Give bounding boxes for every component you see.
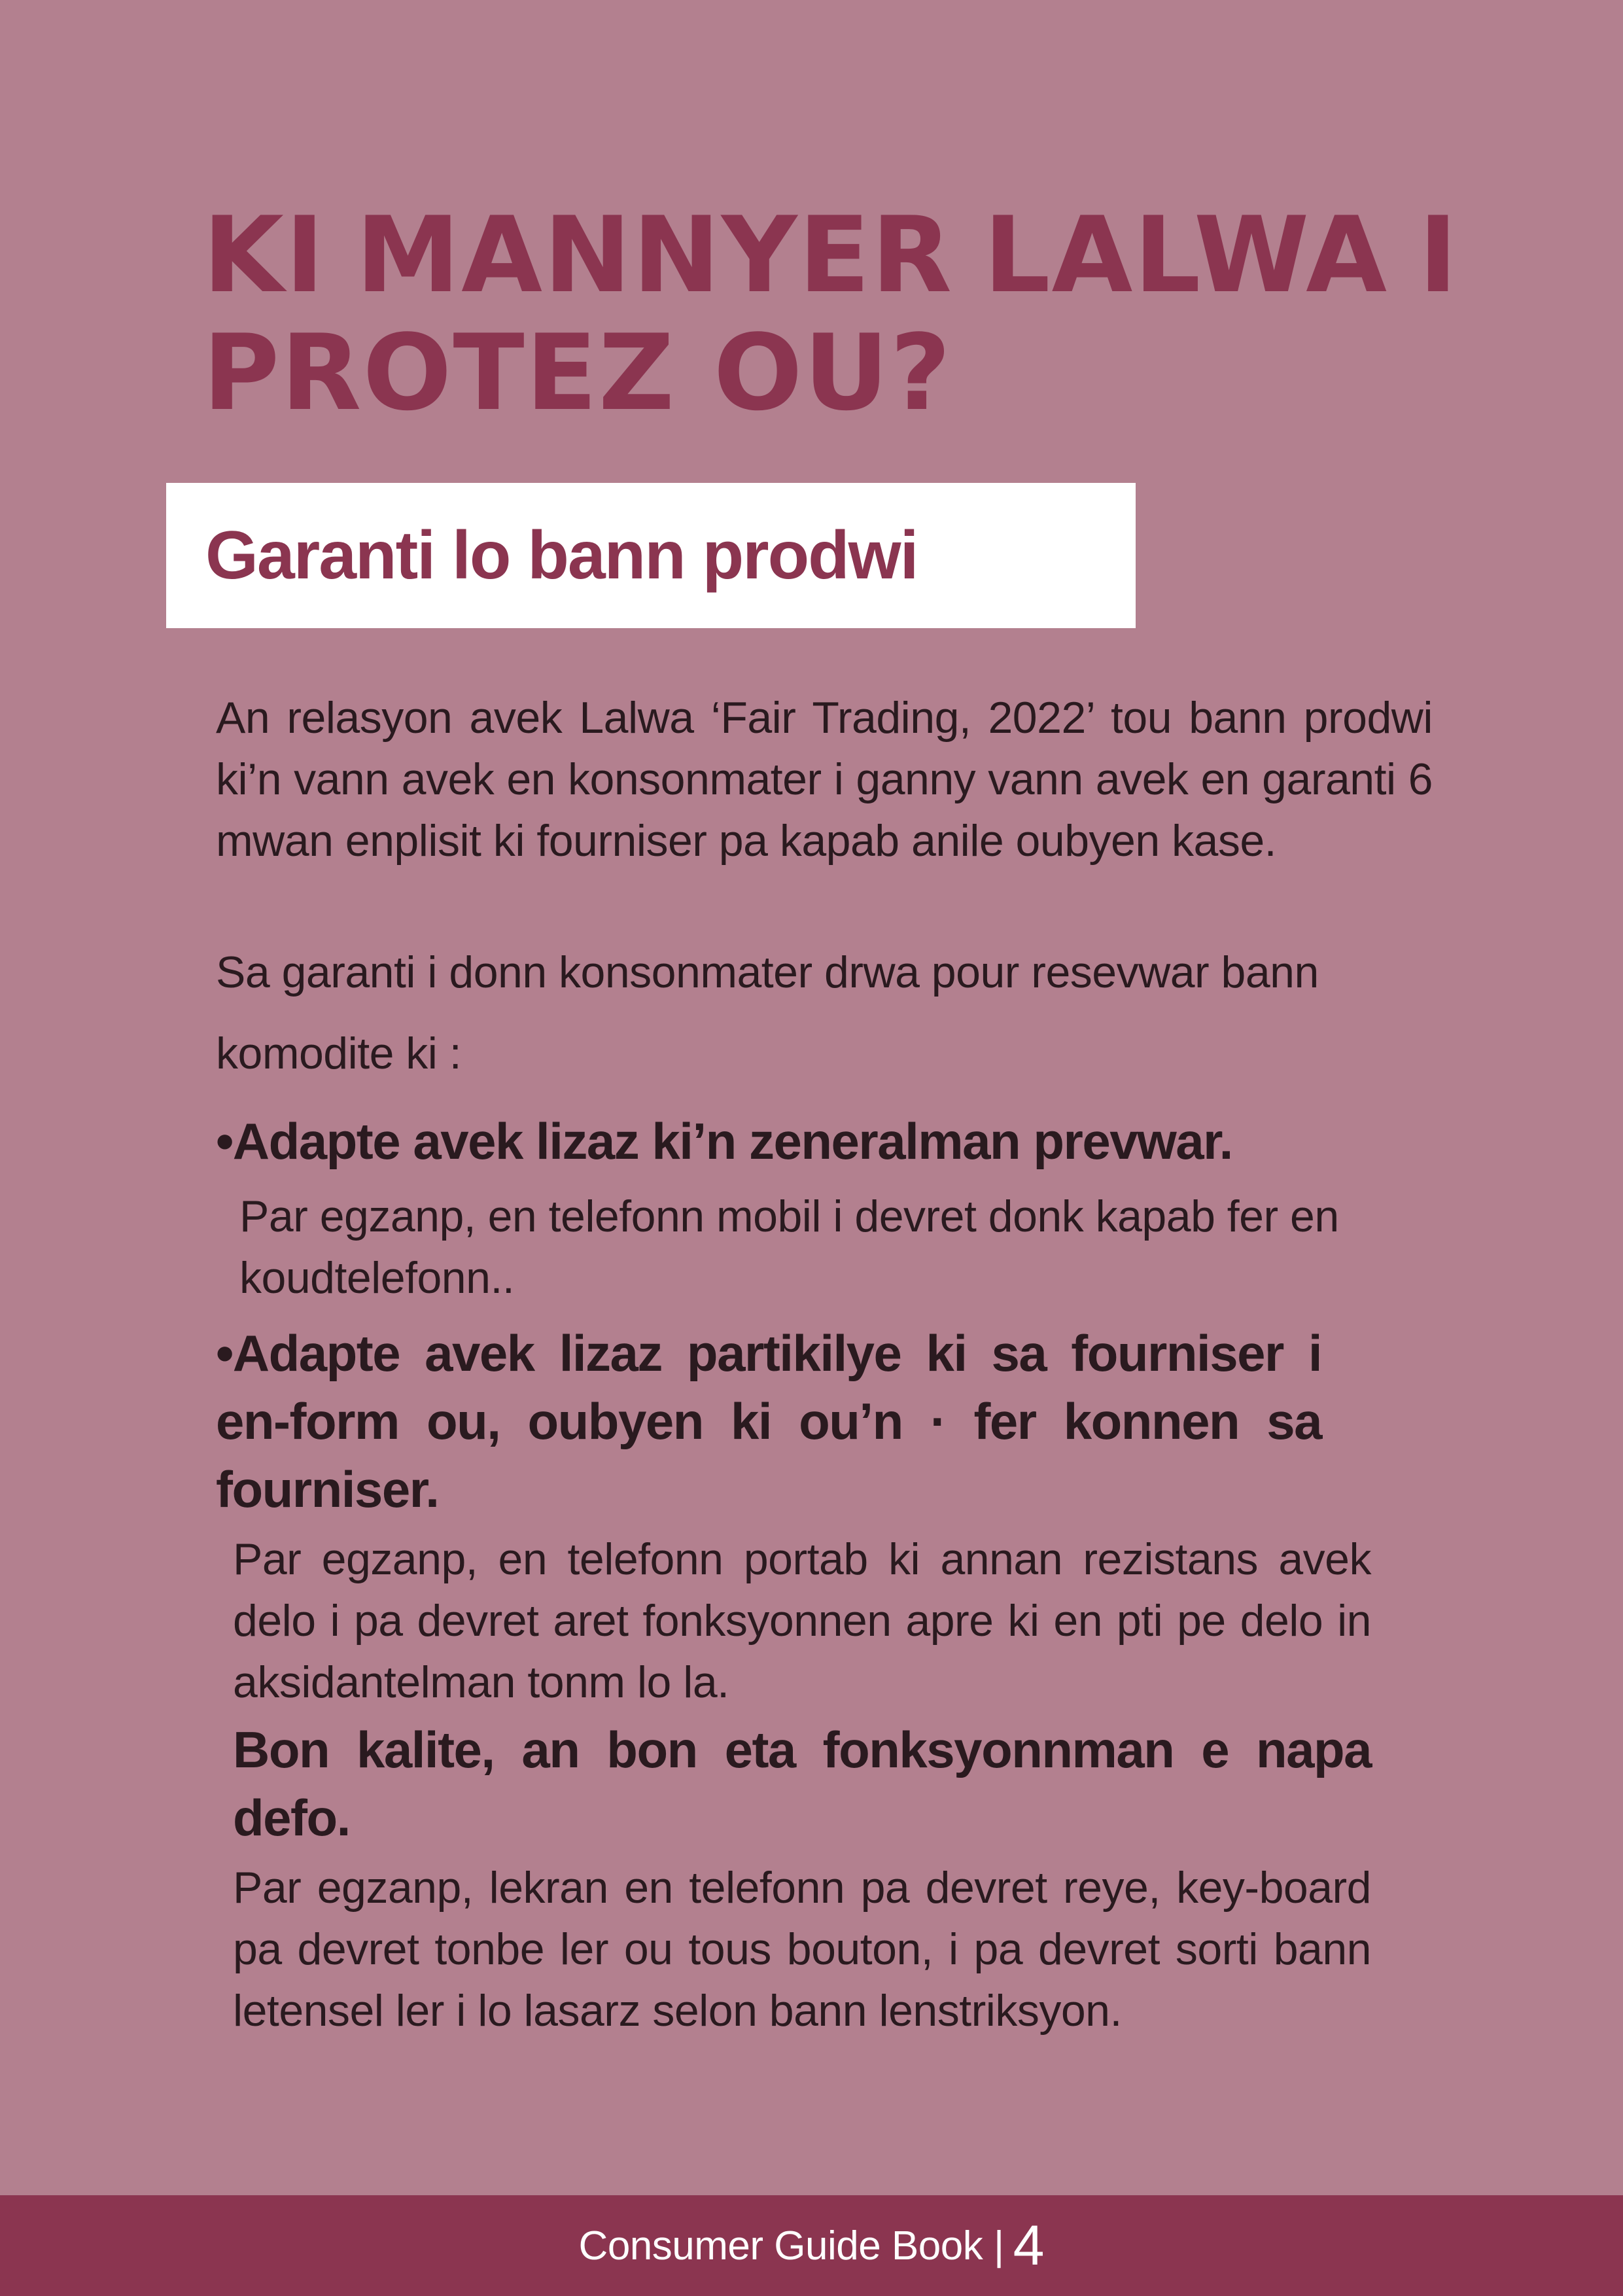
title-word: I bbox=[1418, 194, 1459, 316]
bullet-heading: •Adapte avek lizaz partikilye ki sa fourniser i en-form ou, oubyen ki ou’n · fer konnen sa fourniser. bbox=[216, 1324, 1321, 1518]
body-content bbox=[216, 687, 1433, 2041]
bullet-example: Par egzanp, lekran en telefonn pa devret reye, key-board pa devret tonbe ler ou tous bouton, i pa devret sorti bann letensel ler i lo lasarz selon bann lenstriksyon. bbox=[233, 1863, 1371, 2036]
page-title bbox=[203, 196, 1459, 432]
bullet-heading: Bon kalite, an bon eta fonksyonnman e napa defo. bbox=[233, 1721, 1371, 1846]
footer-label: Consumer Guide Book | bbox=[578, 2223, 1004, 2269]
section-subtitle: Garanti lo bann prodwi bbox=[205, 517, 918, 593]
footer-bar bbox=[0, 2195, 1623, 2296]
title-word: LALWA bbox=[983, 194, 1389, 316]
bullet-example: Par egzanp, en telefonn mobil i devret donk kapab fer en koudtelefonn.. bbox=[239, 1192, 1339, 1303]
page-number: 4 bbox=[1013, 2214, 1045, 2277]
bullet-heading: •Adapte avek lizaz ki’n zeneralman prevwar. bbox=[216, 1112, 1232, 1170]
subtitle-box bbox=[166, 483, 1136, 628]
title-word: KI bbox=[203, 194, 326, 316]
bullet-example: Par egzanp, en telefonn portab ki annan rezistans avek delo i pa devret aret fonksyonnen apre ki en pti pe delo in aksidantelman tonm lo la. bbox=[233, 1534, 1371, 1707]
title-line-1 bbox=[203, 196, 1459, 314]
title-line-2: PROTEZ OU? bbox=[203, 311, 952, 434]
rights-paragraph: Sa garanti i donn konsonmater drwa pour resevwar bann komodite ki : bbox=[216, 947, 1319, 1078]
intro-paragraph: An relasyon avek Lalwa ‘Fair Trading, 2022’ tou bann prodwi ki’n vann avek en konsonmater i ganny vann avek en garanti 6 mwan enplisit ki fourniser pa kapab anile oubyen kase. bbox=[216, 693, 1433, 866]
title-word: MANNYER bbox=[355, 194, 954, 316]
